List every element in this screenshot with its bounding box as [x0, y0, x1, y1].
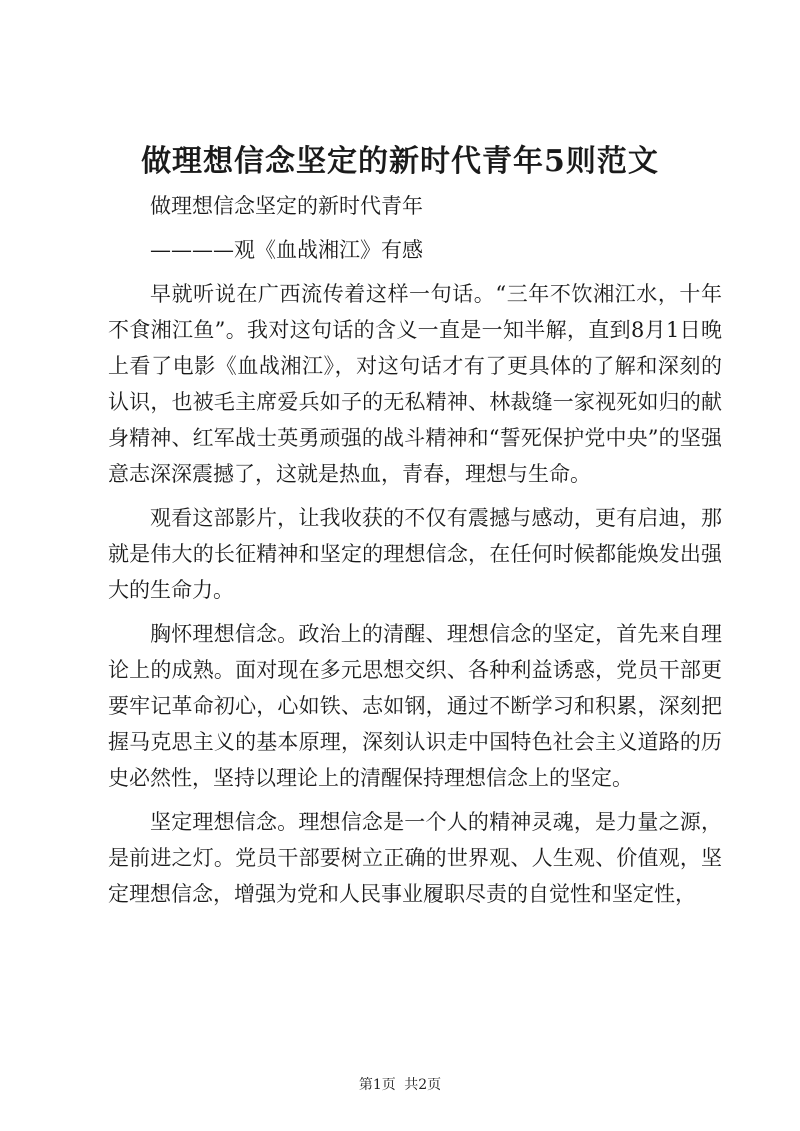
document-body: [108, 188, 722, 912]
body-paragraph: 早就听说在广西流传着这样一句话。“三年不饮湘江水，十年不食湘江鱼”。我对这句话的含义一直是一知半解，直到8月1日晚上看了电影《血战湘江》，对这句话才有了更具体的了解和深刻的认识，也被毛主席爱兵如子的无私精神、林裁缝一家视死如归的献身精神、红军战士英勇顽强的战斗精神和“誓死保护党中央”的坚强意志深深震撼了，这就是热血，青春，理想与生命。: [108, 282, 722, 486]
body-paragraph: 胸怀理想信念。政治上的清醒、理想信念的坚定，首先来自理论上的成熟。面对现在多元思想交织、各种利益诱惑，党员干部更要牢记革命初心，心如铁、志如钢，通过不断学习和积累，深刻把握马克思主义的基本原理，深刻认识走中国特色社会主义道路的历史必然性，坚持以理论上的清醒保持理想信念上的坚定。: [108, 622, 722, 790]
document-title: 做理想信念坚定的新时代青年5则范文: [141, 144, 659, 179]
page-footer: [0, 1075, 800, 1095]
body-paragraph: 坚定理想信念。理想信念是一个人的精神灵魂，是力量之源，是前进之灯。党员干部要树立正确的世界观、人生观、价值观，坚定理想信念，增强为党和人民事业履职尽责的自觉性和坚定性，: [108, 810, 722, 906]
body-paragraph: 观看这部影片，让我收获的不仅有震撼与感动，更有启迪，那就是伟大的长征精神和坚定的理想信念，在任何时候都能焕发出强大的生命力。: [108, 506, 722, 602]
subtitle-paragraph: 做理想信念坚定的新时代青年: [150, 194, 423, 218]
page-number: 第1页: [358, 1077, 396, 1093]
subtitle-note-paragraph: ————观《血战湘江》有感: [150, 238, 423, 262]
page-total: 共2页: [404, 1077, 442, 1093]
